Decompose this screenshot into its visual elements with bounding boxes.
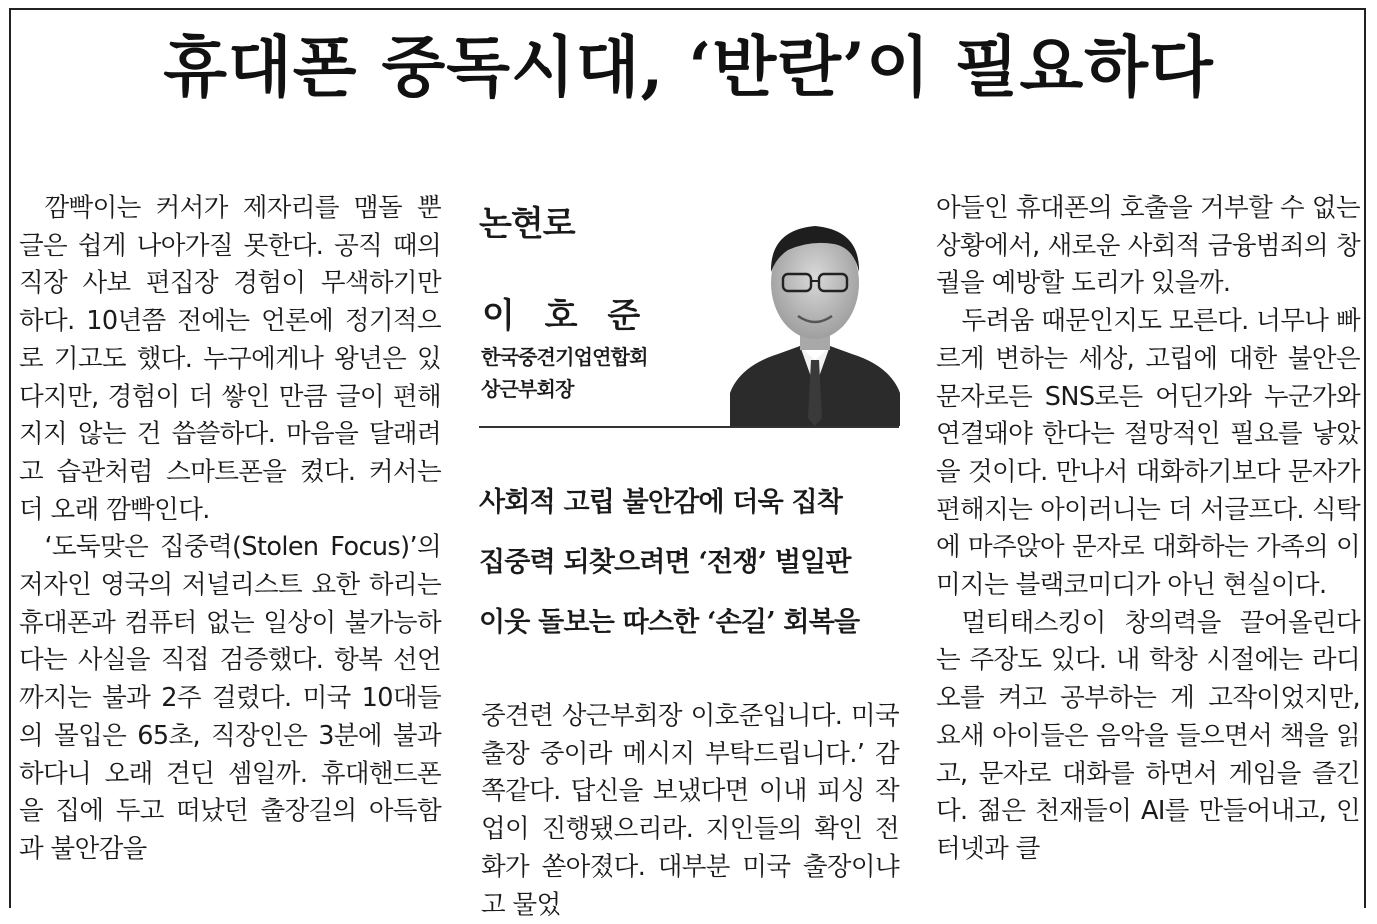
body-paragraph: 중견련 상근부회장 이호준입니다. 미국 출장 중이라 메시지 부탁드립니다.’ 감쪽같다. 답신을 보냈다면 이내 피싱 작업이 진행됐으리라. 지인들의 확인 전화가 쏟아졌다. 대부분 미국 출장이냐고 물었 [481,701,899,920]
body-paragraph: ‘도둑맞은 집중력(Stolen Focus)’의 저자인 영국의 저널리스트 요한 하리는 휴대폰과 컴퓨터 없는 일상이 불가능하다는 사실을 직접 검증했다. 항복 선언까지는 불과 2주 걸렸다. 미국 10대들의 몰입은 65초, 직장인은 3분에 불과하다니 오래 견딘 셈일까. 휴대핸드폰을 집에 두고 떠났던 출장길의 아득함과 불안감을 [19,532,441,864]
subheadline-block [479,480,904,660]
divider [479,426,899,428]
left-column [19,190,441,869]
author-position: 상근부회장 [481,377,574,401]
body-paragraph: 멀티태스킹이 창의력을 끌어올린다는 주장도 있다. 내 학창 시절에는 라디오를 켜고 공부하는 게 고작이었지만, 요새 아이들은 음악을 들으면서 책을 읽고, 문자로 대화를 하면서 게임을 즐긴다. 젊은 천재들이 AI를 만들어내고, 인터넷과 클 [936,607,1360,864]
right-column [936,190,1360,869]
body-paragraph: 깜빡이는 커서가 제자리를 맴돌 뿐 글은 쉽게 나아가질 못한다. 공직 때의 직장 사보 편집장 경험이 무색하기만 하다. 10년쯤 전에는 언론에 정기적으로 기고도 했다. 누구에게나 왕년은 있다지만, 경험이 더 쌓인 만큼 글이 편해지지 않는 건 씁쓸하다. 마음을 달래려고 습관처럼 스마트폰을 켰다. 커서는 더 오래 깜빡인다. [19,193,441,525]
author-title [481,341,648,405]
author-photo [730,188,900,426]
middle-column [481,698,899,924]
subheadline: 집중력 되찾으려면 ‘전쟁’ 벌일판 [479,547,851,578]
body-paragraph: 두려움 때문인지도 모른다. 너무나 빠르게 변하는 세상, 고립에 대한 불안은 문자로든 SNS로든 어딘가와 누군가와 연결돼야 한다는 절망적인 필요를 낳았을 것이다. 만나서 대화하기보다 문자가 편해지는 아이러니는 더 서글프다. 식탁에 마주앉아 문자로 대화하는 가족의 이미지는 블랙코미디가 아닌 현실이다. [936,306,1360,601]
author-org: 한국중견기업연합회 [481,345,648,369]
subheadline: 이웃 돌보는 따스한 ‘손길’ 회복을 [479,607,860,638]
author-name: 이 호 준 [482,296,650,336]
headline: 휴대폰 중독시대, ‘반란’이 필요하다 [163,28,1214,106]
column-tag: 논현로 [479,204,575,244]
subheadline: 사회적 고립 불안감에 더욱 집착 [479,487,843,518]
body-paragraph: 아들인 휴대폰의 호출을 거부할 수 없는 상황에서, 새로운 사회적 금융범죄의 창궐을 예방할 도리가 있을까. [936,193,1360,299]
